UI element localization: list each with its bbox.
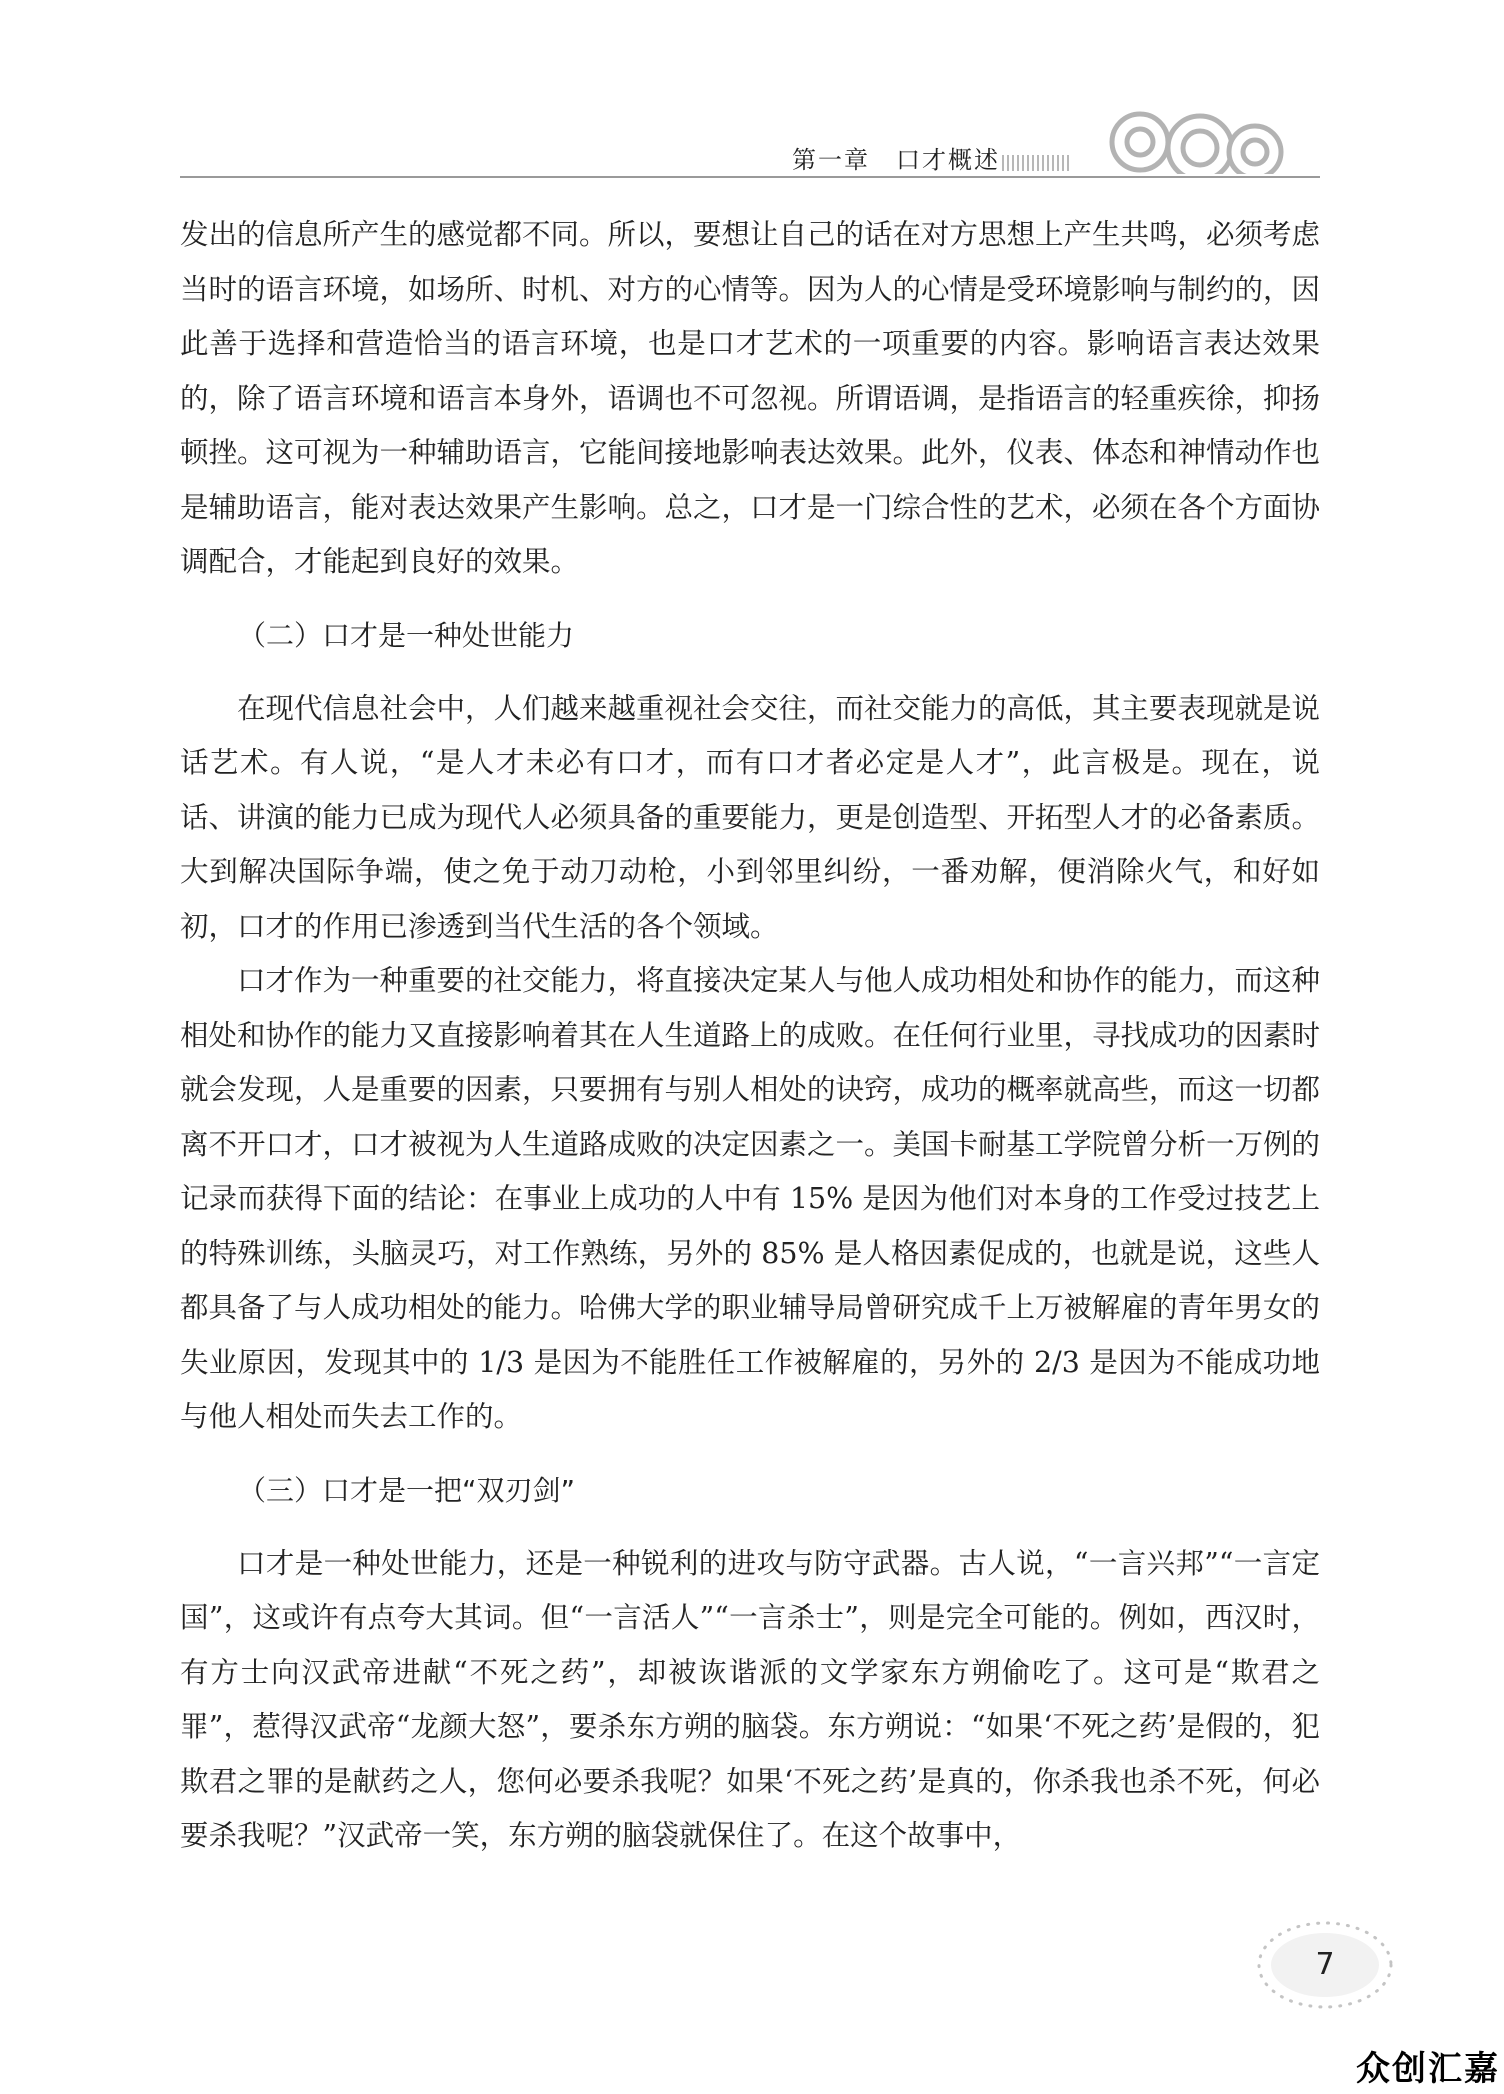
page-body [180,208,1320,1864]
paragraph: 口才作为一种重要的社交能力，将直接决定某人与他人成功相处和协作的能力，而这种相处和协作的能力又直接影响着其在人生道路上的成败。在任何行业里，寻找成功的因素时就会发现，人是重要的因素，只要拥有与别人相处的诀窍，成功的概率就高些，而这一切都离不开口才，口才被视为人生道路成败的决定因素之一。美国卡耐基工学院曾分析一万例的记录而获得下面的结论：在事业上成功的人中有 15% 是因为他们对本身的工作受过技艺上的特殊训练，头脑灵巧，对工作熟练，另外的 85% 是人格因素促成的，也就是说，这些人都具备了与人成功相处的能力。哈佛大学的职业辅导局曾研究成千上万被解雇的青年男女的失业原因，发现其中的 1/3 是因为不能胜任工作被解雇的，另外的 2/3 是因为不能成功地与他人相处而失去工作的。 [180,964,1321,1433]
paragraph: 口才是一种处世能力，还是一种锐利的进攻与防守武器。古人说，“一言兴邦”“一言定国”，这或许有点夸大其词。但“一言活人”“一言杀士”，则是完全可能的。例如，西汉时，有方士向汉武帝进献“不死之药”，却被诙谐派的文学家东方朔偷吃了。这可是“欺君之罪”，惹得汉武帝“龙颜大怒”，要杀东方朔的脑袋。东方朔说：“如果‘不死之药’是假的，犯欺君之罪的是献药之人，您何必要杀我呢？如果‘不死之药’是真的，你杀我也杀不死，何必要杀我呢？”汉武帝一笑，东方朔的脑袋就保住了。在这个故事中， [180,1546,1320,1852]
cloud-ornament-icon [1070,100,1320,180]
page-number: 7 [1315,1947,1335,1982]
header-hatch-decoration [1002,155,1070,171]
header-rule [180,176,1320,178]
paragraph: 发出的信息所产生的感觉都不同。所以，要想让自己的话在对方思想上产生共鸣，必须考虑当时的语言环境，如场所、时机、对方的心情等。因为人的心情是受环境影响与制约的，因此善于选择和营造恰当的语言环境，也是口才艺术的一项重要的内容。影响语言表达效果的，除了语言环境和语言本身外，语调也不可忽视。所谓语调，是指语言的轻重疾徐，抑扬顿挫。这可视为一种辅助语言，它能间接地影响表达效果。此外，仪表、体态和神情动作也是辅助语言，能对表达效果产生影响。总之，口才是一门综合性的艺术，必须在各个方面协调配合，才能起到良好的效果。 [180,218,1321,578]
section-heading: （三）口才是一把“双刃剑” [238,1473,576,1507]
watermark: 众创汇嘉 [1356,2049,1500,2089]
paragraph: 在现代信息社会中，人们越来越重视社会交往，而社交能力的高低，其主要表现就是说话艺术。有人说，“是人才未必有口才，而有口才者必定是人才”，此言极是。现在，说话、讲演的能力已成为现代人必须具备的重要能力，更是创造型、开拓型人才的必备素质。大到解决国际争端，使之免于动刀动枪，小到邻里纠纷，一番劝解，便消除火气，和好如初，口才的作用已渗透到当代生活的各个领域。 [180,691,1321,943]
page-number-badge [1250,1910,1400,2020]
running-header [180,100,1320,180]
chapter-title: 第一章 口才概述 [792,146,1000,174]
section-heading: （二）口才是一种处世能力 [238,618,575,652]
